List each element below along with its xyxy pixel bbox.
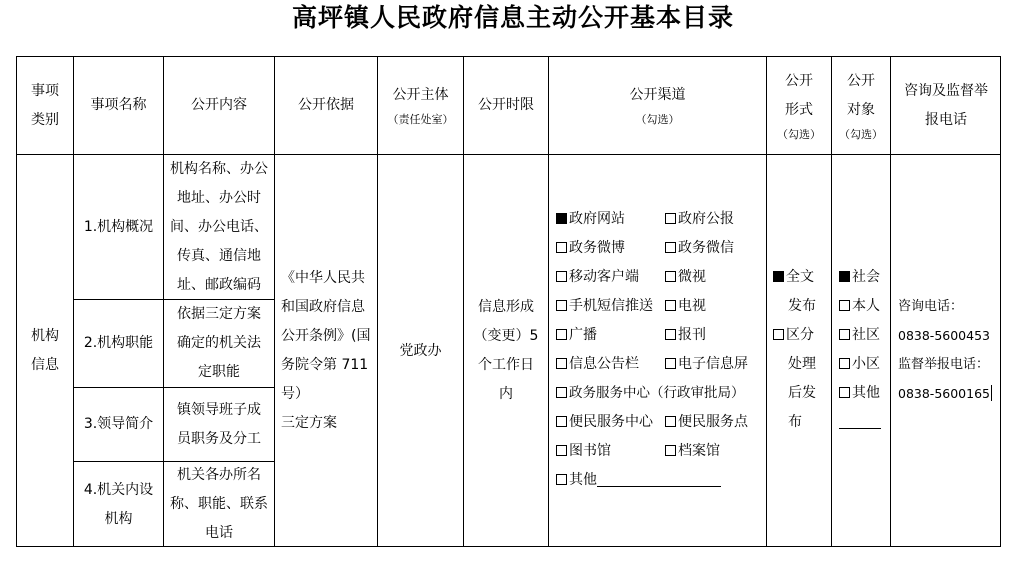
form-label-line: 发布 <box>788 298 816 314</box>
target-checkbox[interactable]: 社区 <box>839 321 880 350</box>
channel-checkbox[interactable]: 便民服务中心 <box>556 408 653 437</box>
item-name: 3.领导简介 <box>83 416 154 432</box>
other-target-blank[interactable] <box>839 408 881 437</box>
consult-phone: 0838-5600453 <box>898 328 990 343</box>
consult-phone-label: 咨询电话： <box>898 299 964 314</box>
checkbox-icon <box>556 242 567 253</box>
checkbox-icon <box>556 387 567 398</box>
channel-checkbox[interactable]: 政务微信 <box>665 234 734 263</box>
channel-checkbox[interactable]: 政府公报 <box>665 205 734 234</box>
form-label-line: 处理 <box>788 356 816 372</box>
subject-cell: 党政办 <box>399 342 442 359</box>
channel-checkbox[interactable]: 图书馆 <box>556 437 611 466</box>
checkbox-icon <box>556 271 567 282</box>
checkbox-icon <box>556 474 567 485</box>
target-checkbox[interactable]: 其他 <box>839 379 880 408</box>
checkbox-icon <box>839 329 850 340</box>
header-channel: 公开渠道 （勾选） <box>629 87 686 126</box>
header-content: 公开内容 <box>191 97 247 113</box>
channel-checkbox[interactable]: 政务服务中心（行政审批局） <box>556 379 745 408</box>
category-cell: 机构 信息 <box>31 328 59 373</box>
target-checkbox[interactable]: 小区 <box>839 350 880 379</box>
checkbox-icon <box>556 358 567 369</box>
channel-checkbox[interactable]: 政务微博 <box>556 234 625 263</box>
checkbox-icon <box>839 300 850 311</box>
text-cursor <box>991 385 992 401</box>
channel-checkbox[interactable]: 信息公告栏 <box>556 350 639 379</box>
checkbox-icon <box>556 416 567 427</box>
checkbox-icon <box>556 213 567 224</box>
header-time-limit: 公开时限 <box>478 97 534 113</box>
header-consult: 咨询及监督举 报电话 <box>904 82 988 128</box>
checkbox-icon <box>556 300 567 311</box>
channel-checkbox[interactable]: 便民服务点 <box>665 408 748 437</box>
channel-checkbox[interactable]: 报刊 <box>665 321 706 350</box>
channel-checkbox[interactable]: 移动客户端 <box>556 263 639 292</box>
checkbox-icon <box>665 358 676 369</box>
checkbox-icon <box>665 300 676 311</box>
channel-checkbox[interactable]: 档案馆 <box>665 437 720 466</box>
channel-checkbox[interactable]: 政府网站 <box>556 205 625 234</box>
channel-checkbox[interactable]: 手机短信推送 <box>556 292 653 321</box>
form-checkbox[interactable]: 全文 <box>773 263 814 292</box>
header-form: 公开 形式 （勾选） <box>777 72 821 141</box>
channel-checkbox[interactable]: 微视 <box>665 263 706 292</box>
channel-checkbox[interactable]: 广播 <box>556 321 597 350</box>
catalog-table <box>16 56 1001 547</box>
checkbox-icon <box>665 242 676 253</box>
checkbox-icon <box>665 213 676 224</box>
channel-checkbox[interactable]: 其他 <box>556 466 721 495</box>
checkbox-icon <box>773 329 784 340</box>
header-basis: 公开依据 <box>298 97 354 113</box>
other-channel-blank[interactable] <box>597 470 721 487</box>
checkbox-icon <box>839 387 850 398</box>
item-content: 机构名称、办公 地址、办公时 间、办公电话、 传真、通信地 址、邮政编码 <box>170 160 268 293</box>
supervise-phone-label: 监督举报电话： <box>898 357 990 372</box>
checkbox-icon <box>839 271 850 282</box>
item-content: 依据三定方案 确定的机关法 定职能 <box>177 306 261 380</box>
item-name: 2.机构职能 <box>83 335 154 351</box>
channel-checkbox[interactable]: 电视 <box>665 292 706 321</box>
channel-checkbox[interactable]: 电子信息屏 <box>665 350 748 379</box>
form-label-line: 后发 <box>788 385 816 401</box>
header-subject: 公开主体 （责任处室） <box>387 87 454 126</box>
checkbox-icon <box>665 329 676 340</box>
basis-cell: 《中华人民共 和国政府信息 公开条例》(国 务院令第 711 号） 三定方案 <box>281 270 371 431</box>
page-title: 高坪镇人民政府信息主动公开基本目录 <box>291 3 734 32</box>
checkbox-icon <box>556 329 567 340</box>
target-checkbox[interactable]: 本人 <box>839 292 880 321</box>
form-checkbox[interactable]: 区分 <box>773 321 814 350</box>
checkbox-icon <box>773 271 784 282</box>
header-category: 事项 类别 <box>31 82 59 128</box>
item-name: 4.机关内设 机构 <box>83 481 154 527</box>
target-checkbox[interactable]: 社会 <box>839 263 880 292</box>
item-content: 镇领导班子成 员职务及分工 <box>177 401 261 447</box>
item-content: 机关各办所名 称、职能、联系 电话 <box>170 467 268 541</box>
item-name: 1.机构概况 <box>83 218 154 235</box>
checkbox-icon <box>665 416 676 427</box>
checkbox-icon <box>556 445 567 456</box>
checkbox-icon <box>665 271 676 282</box>
checkbox-icon <box>665 445 676 456</box>
checkbox-icon <box>839 358 850 369</box>
form-label-line: 布 <box>788 414 802 430</box>
time-limit-cell: 信息形成 （变更）5 个工作日 内 <box>473 299 539 402</box>
header-item-name: 事项名称 <box>90 97 147 113</box>
header-target: 公开 对象 （勾选） <box>839 72 883 141</box>
supervise-phone[interactable]: 0838-5600165 <box>898 386 990 401</box>
